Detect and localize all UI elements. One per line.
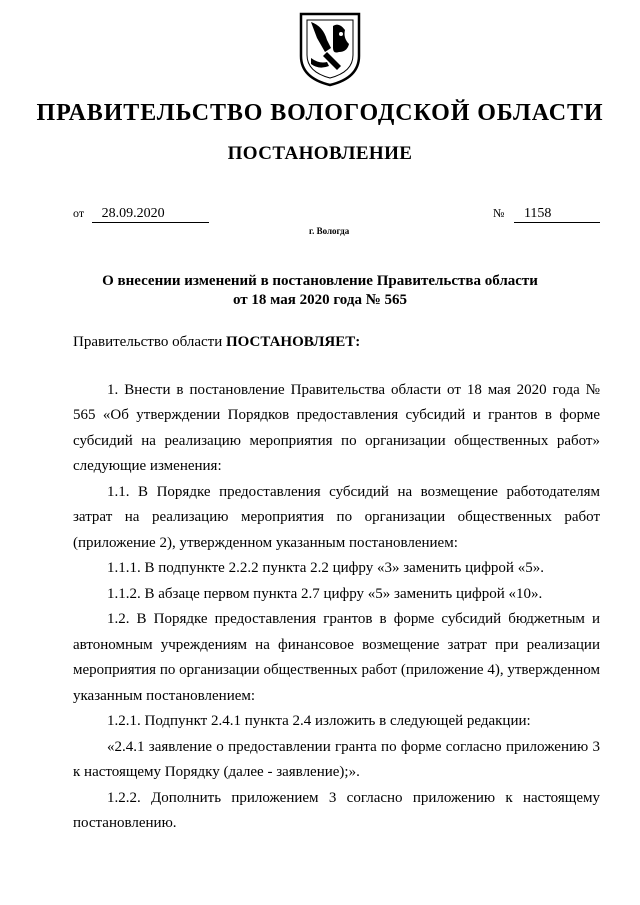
paragraph-1: 1. Внести в постановление Правительства области от 18 мая 2020 года № 565 «Об утверждении Порядков предоставления субсидий и грантов в форме субсидий на реализацию мероприятия по организации общественных работ» следующие изменения: <box>73 381 600 474</box>
paragraph-1-2-2: 1.2.2. Дополнить приложением 3 согласно приложению к настоящему постановлению. <box>73 789 600 831</box>
preamble <box>73 330 600 356</box>
paragraph-1-1-1: 1.1.1. В подпункте 2.2.2 пункта 2.2 цифру «3» заменить цифрой «5». <box>107 560 544 576</box>
number-value: 1158 <box>514 206 600 223</box>
document-date <box>73 206 209 223</box>
document-body <box>73 330 600 837</box>
title-line: О внесении изменений в постановление Правительства области <box>102 273 538 289</box>
document-type-heading: ПОСТАНОВЛЕНИЕ <box>227 143 413 164</box>
paragraph-1-2-1: 1.2.1. Подпункт 2.4.1 пункта 2.4 изложить в следующей редакции: <box>107 713 531 729</box>
coat-of-arms-icon <box>297 8 363 88</box>
date-label: от <box>73 206 85 220</box>
title-line: от 18 мая 2020 года № 565 <box>232 292 408 308</box>
date-value: 28.09.2020 <box>92 206 209 223</box>
paragraph-1-1: 1.1. В Порядке предоставления субсидий на возмещение работодателям затрат на реализацию мероприятия по организации общественных работ (приложение 2), утвержденном указанным постановлением: <box>73 483 600 551</box>
document-number <box>493 206 600 223</box>
government-name-heading: ПРАВИТЕЛЬСТВО ВОЛОГОДСКОЙ ОБЛАСТИ <box>36 100 604 126</box>
document-title <box>60 272 580 310</box>
paragraph-1-1-2: 1.1.2. В абзаце первом пункта 2.7 цифру «5» заменить цифрой «10». <box>107 585 543 602</box>
preamble-text: Правительство области <box>73 334 226 350</box>
paragraph-quote: «2.4.1 заявление о предоставлении гранта по форме согласно приложению 3 к настоящему Порядку (далее - заявление);». <box>73 738 600 780</box>
city-label: г. Вологда <box>309 226 350 236</box>
number-label: № <box>493 206 505 220</box>
paragraph-1-2: 1.2. В Порядке предоставления грантов в форме субсидий бюджетным и автономным учреждениям на финансовое возмещение затрат при реализации мероприятия по организации общественных работ (приложение 4), утвержденном указанным постановлением: <box>73 611 600 704</box>
preamble-verb: ПОСТАНОВЛЯЕТ: <box>225 334 361 350</box>
